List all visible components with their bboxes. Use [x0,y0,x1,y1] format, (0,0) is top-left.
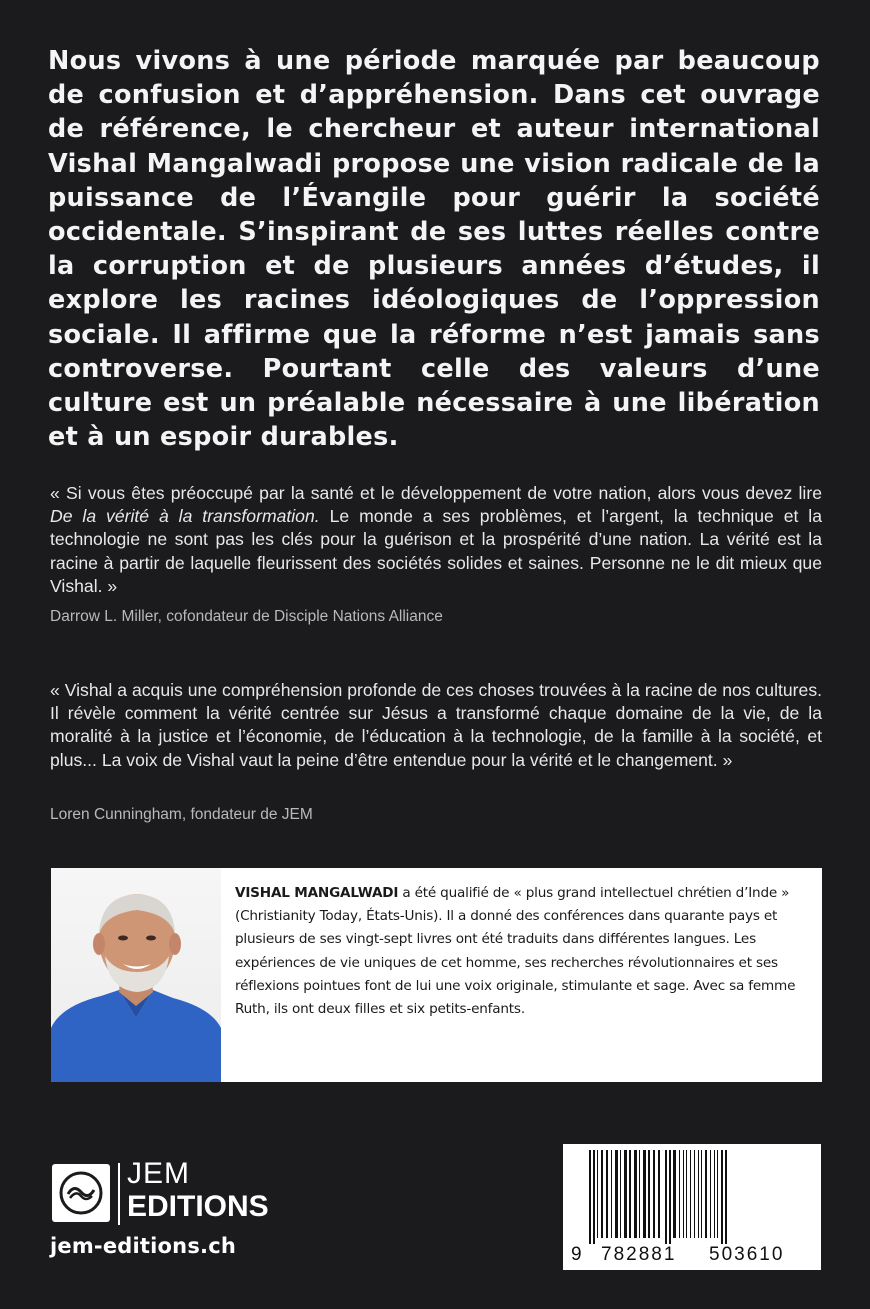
barcode-bar [725,1150,727,1244]
endorsement-attribution-2: Loren Cunningham, fondateur de JEM [50,806,313,823]
barcode-bar [597,1150,598,1238]
barcode-bar [634,1150,637,1238]
barcode-bar [648,1150,650,1238]
barcode-bar [714,1150,715,1238]
barcode-bar [589,1150,591,1244]
barcode-bar [606,1150,608,1238]
publisher-name-line2: EDITIONS [127,1190,269,1223]
barcode-bars [563,1144,821,1244]
barcode-bar [705,1150,707,1238]
barcode-bar [611,1150,612,1238]
barcode-bar [710,1150,711,1238]
barcode-bar [669,1150,671,1244]
isbn-barcode [563,1144,821,1270]
barcode-bar [673,1150,676,1238]
barcode-bar [683,1150,684,1238]
barcode-bar [615,1150,618,1238]
barcode-bar [629,1150,631,1238]
barcode-bar [620,1150,621,1238]
author-name: VISHAL MANGALWADI [235,885,399,901]
barcode-bar [679,1150,680,1238]
isbn-group-1: 782881 [601,1244,677,1265]
barcode-bar [601,1150,603,1238]
quote-1-book-title: De la vérité à la transformation. [50,506,320,527]
isbn-prefix: 9 [571,1244,584,1265]
barcode-bar [665,1150,667,1244]
barcode-bar [658,1150,660,1238]
barcode-bar [653,1150,655,1238]
barcode-bar [690,1150,691,1238]
barcode-bar [698,1150,699,1238]
barcode-bar [686,1150,687,1238]
barcode-bar [717,1150,718,1238]
logo-divider [118,1163,120,1225]
barcode-bar [721,1150,723,1244]
barcode-bar [694,1150,695,1238]
endorsement-quote-1 [50,482,822,598]
publisher-name-line1: JEM [127,1157,190,1190]
publisher-website: jem-editions.ch [50,1234,237,1258]
endorsement-attribution-1: Darrow L. Miller, cofondateur de Disciple Nations Alliance [50,608,443,625]
quote-1-body: Le monde a ses problèmes, et l’argent, la technique et la technologie ne sont pas les clés pour la guérison et la prospérité d’une nation. La vérité est la racine à partir de laquelle fleurissent des sociétés solides et saines. Personne ne le dit mieux que Vishal. » [50,506,822,596]
barcode-bar [701,1150,702,1238]
quote-1-intro: « Si vous êtes préoccupé par la santé et le développement de votre nation, alors vous devez lire [50,483,822,503]
barcode-bar [639,1150,640,1238]
author-bio-text: a été qualifié de « plus grand intellectuel chrétien d’Inde » (Christianity Today, États-Unis). Il a donné des conférences dans quarante pays et plusieurs de ses vingt-sept livres ont été traduits dans différentes langues. Les expériences de vie uniques de cet homme, ses recherches révolutionnaires et ses réflexions pointues font de lui une voix originale, stimulante et sage. Avec sa femme Ruth, ils ont deux filles et six petits-enfants. [235,885,796,1018]
barcode-bar [643,1150,646,1238]
back-cover-blurb: Nous vivons à une période marquée par beaucoup de confusion et d’appréhension. Dans cet ouvrage de référence, le chercheur et auteur international Vishal Mangalwadi propose une vision radicale de la puissance de l’Évangile pour guérir la société occidentale. S’inspirant de ses luttes réelles contre la corruption et de plusieurs années d’études, il explore les racines idéologiques de l’oppression sociale. Il affirme que la réforme n’est jamais sans controverse. Pourtant celle des valeurs d’une culture est un préalable nécessaire à une libération et à un espoir durables. [48,46,820,453]
isbn-group-2: 503610 [709,1244,785,1265]
author-bio [235,882,810,1021]
author-photo [51,868,221,1082]
jem-logo-icon [52,1164,110,1222]
barcode-bar [593,1150,595,1244]
endorsement-quote-2: « Vishal a acquis une compréhension profonde de ces choses trouvées à la racine de nos cultures. Il révèle comment la vérité centrée sur Jésus a transformé chaque domaine de la vie, de la moralité à la justice et l’économie, de l’éducation à la technologie, de la famille à la société, et plus... La voix de Vishal vaut la peine d’être entendue pour la vérité et le changement. » [50,680,822,770]
author-bio-box [221,868,822,1082]
barcode-bar [624,1150,627,1238]
